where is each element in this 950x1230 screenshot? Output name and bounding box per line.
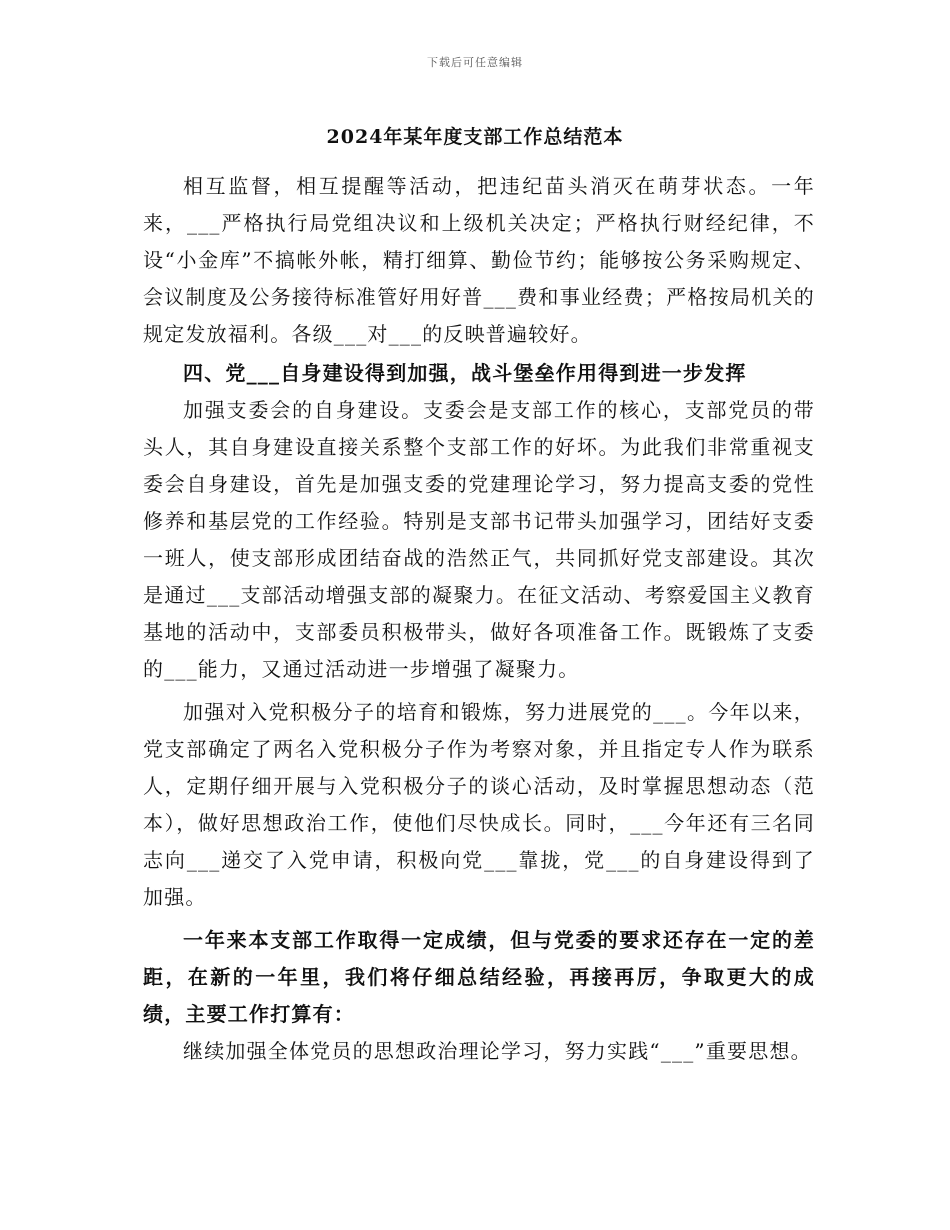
document-title: 2024年某年度支部工作总结范本 <box>326 126 624 148</box>
paragraph-committee-building: 加强支委会的自身建设。支委会是支部工作的核心，支部党员的带头人，其自身建设直接关系整个支部工作的好坏。为此我们非常重视支委会自身建设，首先是加强支委的党建理论学习，努力提高支委的党性修养和基层党的工作经验。特别是支部书记带头加强学习，团结好支委一班人，使支部形成团结奋战的浩然正气，共同抓好党支部建设。其次是通过___支部活动增强支部的凝聚力。在征文活动、考察爱国主义教育基地的活动中，支部委员积极带头，做好各项准备工作。既锻炼了支委的___能力，又通过活动进一步增强了凝聚力。 <box>143 398 815 681</box>
document-body <box>143 168 815 1070</box>
paragraph-supervision: 相互监督，相互提醒等活动，把违纪苗头消灭在萌芽状态。一年来，___严格执行局党组决议和上级机关决定；严格执行财经纪律，不设“小金库”不搞帐外帐，精打细算、勤俭节约；能够按公务采购规定、会议制度及公务接待标准管好用好普___费和事业经费；严格按局机关的规定发放福利。各级___对___的反映普遍较好。 <box>143 174 815 346</box>
paragraph-activists-training: 加强对入党积极分子的培育和锻炼，努力进展党的___。今年以来，党支部确定了两名入党积极分子作为考察对象，并且指定专人作为联系人，定期仔细开展与入党积极分子的谈心活动，及时掌握思想动态（范本），做好思想政治工作，使他们尽快成长。同时，___今年还有三名同志向___递交了入党申请，积极向党___靠拢，党___的自身建设得到了加强。 <box>143 700 815 909</box>
paragraph-theory-study: 继续加强全体党员的思想政治理论学习，努力实践“___”重要思想。 <box>183 1039 812 1063</box>
header-note: 下载后可任意编辑 <box>427 56 523 69</box>
section-heading-four: 四、党___自身建设得到加强，战斗堡垒作用得到进一步发挥 <box>183 361 747 385</box>
paragraph-summary-plan: 一年来本支部工作取得一定成绩，但与党委的要求还存在一定的差距，在新的一年里，我们将仔细总结经验，再接再厉，争取更大的成绩，主要工作打算有： <box>143 928 815 1026</box>
